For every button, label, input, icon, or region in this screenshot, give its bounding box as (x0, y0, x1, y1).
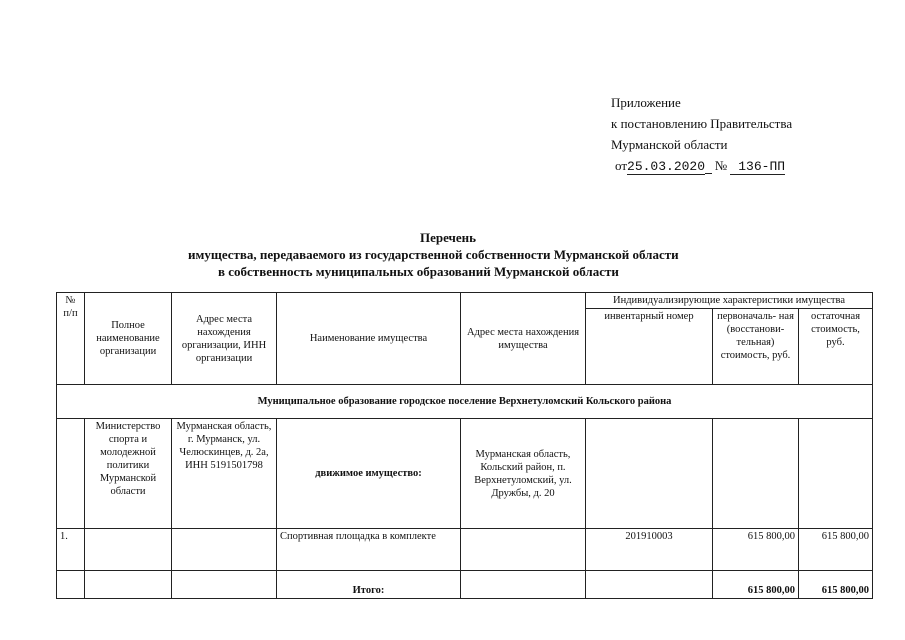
row-org-name (85, 529, 172, 571)
title-line-3: в собственность муниципальных образований Мурманской области (218, 264, 619, 279)
municipality-row: Муниципальное образование городское поселение Верхнетуломский Кольского района (57, 385, 873, 419)
row-property-name: Спортивная площадка в комплекте (277, 529, 461, 571)
group-property-name: движимое имущество: (277, 419, 461, 529)
header-inventory: инвентарный номер (586, 309, 713, 385)
group-residual-cost (799, 419, 873, 529)
appendix-region: Мурманской области (611, 137, 728, 152)
group-inventory (586, 419, 713, 529)
appendix-resolution: к постановлению Правительства (611, 116, 793, 131)
total-org-address (172, 571, 277, 599)
header-property-name: Наименование имущества (277, 293, 461, 385)
header-org-address: Адрес места нахождения организации, ИНН организации (172, 293, 277, 385)
appendix-title: Приложение (611, 95, 681, 110)
total-row (57, 571, 873, 599)
property-table (56, 292, 873, 599)
group-org-name: Министерство спорта и молодежной политики Мурманской области (85, 419, 172, 529)
group-property-address: Мурманская область, Кольский район, п. Верхнетуломский, ул. Дружбы, д. 20 (461, 419, 586, 529)
total-property-address (461, 571, 586, 599)
row-inventory: 201910003 (586, 529, 713, 571)
group-initial-cost (713, 419, 799, 529)
group-num (57, 419, 85, 529)
total-org-name (85, 571, 172, 599)
row-num: 1. (57, 529, 85, 571)
header-property-address: Адрес места нахождения имущества (461, 293, 586, 385)
total-label: Итого: (277, 571, 461, 599)
order-date: 25.03.2020 (627, 159, 706, 174)
header-characteristics: Индивидуализирующие характеристики имущества (586, 293, 873, 309)
total-initial-cost: 615 800,00 (713, 571, 799, 599)
title-line-1: Перечень (420, 230, 477, 245)
table-row (57, 529, 873, 571)
total-num (57, 571, 85, 599)
header-num: № п/п (57, 293, 85, 385)
order-date-number (611, 155, 792, 177)
appendix-block (611, 92, 792, 177)
group-org-address: Мурманская область, г. Мурманск, ул. Челюскинцев, д. 2а, ИНН 5191501798 (172, 419, 277, 529)
title-line-2: имущества, передаваемого из государственной собственности Мурманской области (188, 247, 679, 262)
header-org-name: Полное наименование организации (85, 293, 172, 385)
row-org-address (172, 529, 277, 571)
header-initial-cost: первоначаль- ная (восстанови- тельная) стоимость, руб. (713, 309, 799, 385)
number-prefix: № (714, 158, 728, 173)
row-initial-cost: 615 800,00 (713, 529, 799, 571)
order-number: 136-ПП (730, 159, 785, 175)
from-prefix: от (615, 158, 628, 173)
row-property-address (461, 529, 586, 571)
total-inventory (586, 571, 713, 599)
header-residual-cost: остаточная стоимость, руб. (799, 309, 873, 385)
row-residual-cost: 615 800,00 (799, 529, 873, 571)
total-residual-cost: 615 800,00 (799, 571, 873, 599)
